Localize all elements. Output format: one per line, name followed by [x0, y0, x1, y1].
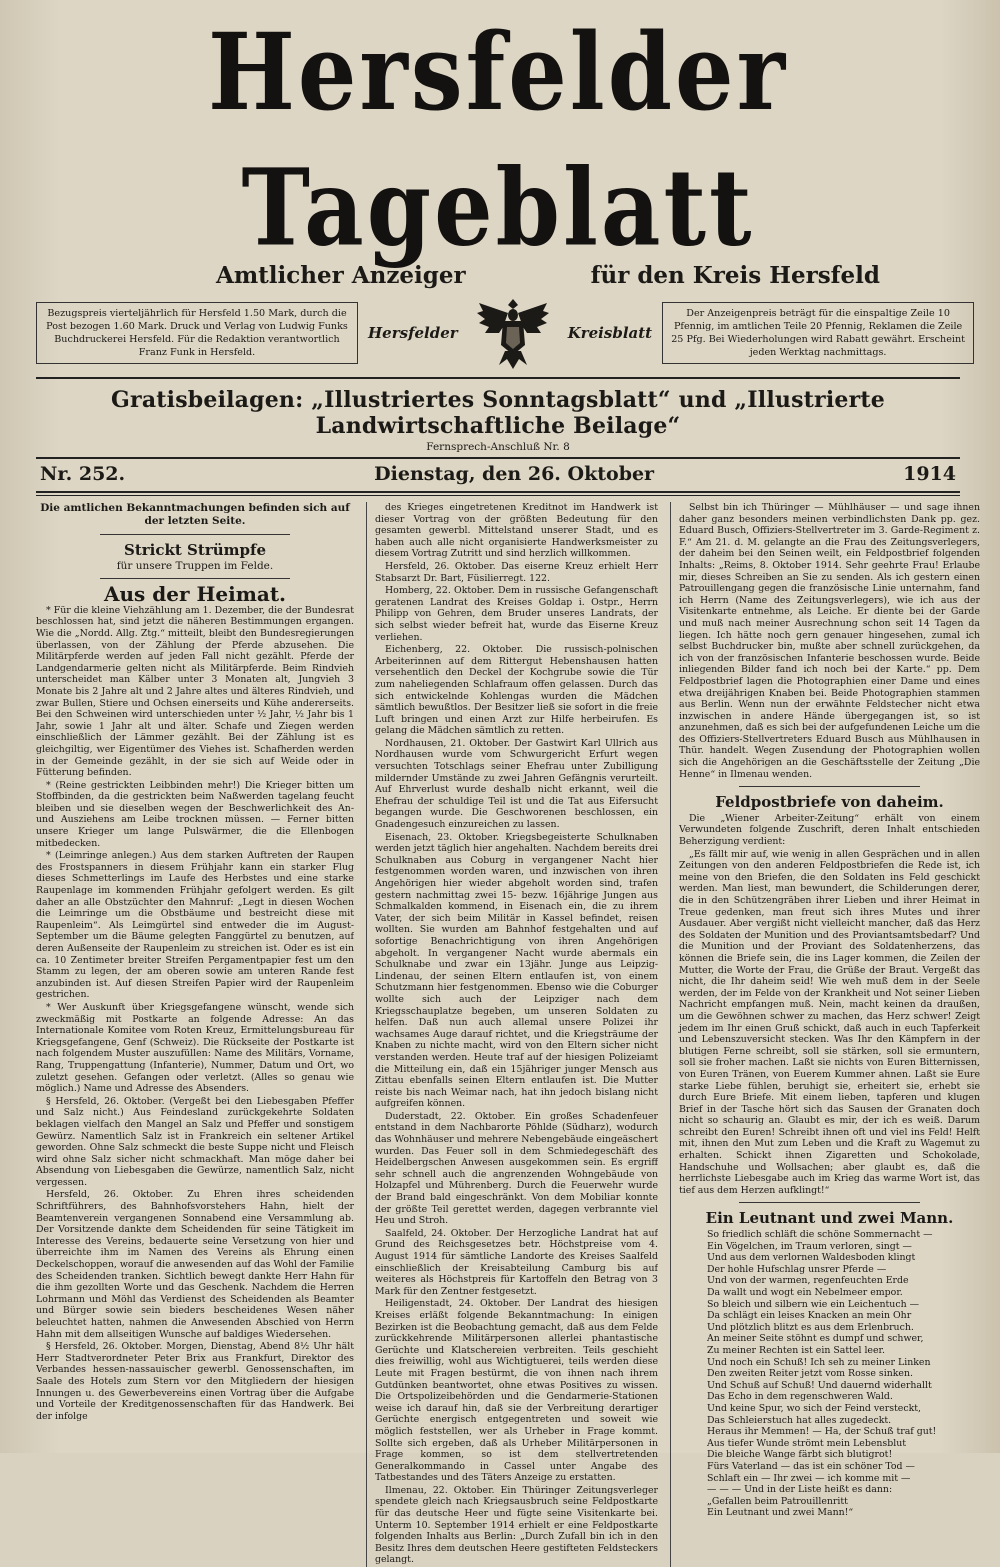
- poem-line: Das Echo in dem regenschweren Wald.: [707, 1391, 893, 1403]
- divider: [36, 377, 960, 379]
- poem-line: Und noch ein Schuß! Ich seh zu meiner Linken: [707, 1356, 931, 1368]
- article-paragraph: Heiligenstadt, 24. Oktober. Der Landrat des hiesigen Kreises erläßt folgende Bekanntmachung: In einigen Bezirken ist die Beobachtung gemacht, daß aus dem Felde zurückkehrende Militärpersonen allerlei phantastische Gerüchte und Klatschereien verbreiten. Teils geschieht dies freiwillig, wohl aus Wichtigtuerei, teils werden diese Leute mit Fragen bestürmt, die von ihnen nach ihrem Gutdünken beantwortet, ohne etwas Positives zu wissen. Die Ortspolizeibehörden und die Gendarmerie-Stationen weise ich darauf hin, daß sie der Verbreitung derartiger Gerüchte energisch entgegentreten und soweit wie möglich feststellen, wer als Urheber in Frage kommt. Sollte sich ergeben, daß als Urheber Militärpersonen in Frage kommen, so ist dem stellvertretenden Generalkommando in Cassel unter Angabe des Tatbestandes und des Täters Anzeige zu erstatten.: [375, 1298, 658, 1484]
- article-paragraph: „Es fällt mir auf, wie wenig in allen Gesprächen und in allen Zeitungen von den anderen Feldpostbriefen die Rede ist, ich meine von den Briefen, die den Soldaten ins Feld geschickt werden. Man liest, man bewundert, die Schilderungen derer, die in den Schützengräben ihrer Lieben und ihrer Heimat in Treue gedenken, man freut sich ihres Mutes und ihrer Ausdauer. Aber vergißt nicht vielleicht mancher, daß das Herz des Soldaten der Munition und des Proviantsamtsbedarf? Und die Munition und der Proviant des Soldatenherzens, das können die Briefe sein, die ins Lager kommen, die Zeilen der Mutter, die Worte der Frau, die Grüße der Braut. Vergeßt das nicht, die Ihr daheim seid! Wie weh muß dem in der Seele werden, der im Felde von der Krankheit und Not seiner Lieben Nachricht empfangen muß. Nein, macht keinen da draußen, um die Gewöhnen schwer zu machen, das Herz schwer! Zeigt jedem im Ihr einen Gruß schickt, daß auch in euch Tapferkeit und Lebenszuversicht stecken. Was Ihr den Kämpfern in der blutigen Ferne schreibt, soll sie stärken, soll sie ermuntern, soll sie froher machen. Laßt sie nichts von Euren Bitternissen, von Euren Tränen, von Euerem Kummer ahnen. Laßt sie Eure starke Liebe fühlen, beruhigt sie, erheitert sie, erhebt sie durch Eure Briefe. Mit einem lieben, tapferen und klugen Brief in der Tasche hört sich das Sausen der Granaten doch nicht so schaurig an. Glaubt es mir, der ich es weiß. Darum schreibt den Euren! Schreibt ihnen oft und viel ins Feld! Helft mit, ihnen den Mut zum Leben und die Kraft zu Wagemut zu erhalten. Schickt ihnen Zigaretten und Schokolade, Handschuhe und Wollsachen; aber glaubt es, daß die herrlichste Liebesgabe auch im Krieg das warme Wort ist, das tief aus dem Herzen aufklingt!“: [679, 848, 980, 1196]
- strickt-sub: für unsere Truppen im Felde.: [116, 559, 274, 572]
- poem-line: Und Schuß auf Schuß! Und dauernd widerhallt: [707, 1379, 932, 1391]
- poem-line: So friedlich schläft die schöne Sommernacht —: [707, 1229, 933, 1241]
- dateline: [36, 459, 960, 487]
- divider: [36, 495, 960, 496]
- poem-line: — — — Und in der Liste heißt es dann:: [707, 1484, 893, 1496]
- poem-line: Das Schleierstuch hat alles zugedeckt.: [707, 1414, 892, 1426]
- poem-heading: Ein Leutnant und zwei Mann.: [705, 1209, 954, 1228]
- poem-line: Und keine Spur, wo sich der Feind versteckt,: [707, 1402, 922, 1414]
- poem-line: „Gefallen beim Patrouillenritt: [707, 1495, 848, 1507]
- poem-line: Da schlägt ein leises Knacken an mein Ohr: [707, 1310, 912, 1322]
- column-2: [366, 502, 658, 1567]
- phone-line: Fernsprech-Anschluß Nr. 8: [426, 441, 570, 453]
- column-3: [670, 502, 980, 1567]
- article-columns: [36, 502, 980, 1567]
- advert-price-info: Der Anzeigenpreis beträgt für die einspaltige Zeile 10 Pfennig, im amtlichen Teile 20 Pfennig, Reklamen die Zeile 25 Pfg. Bei Wiederholungen wird Rabatt gewährt. Erscheint jeden Werktag nachmittags.: [662, 302, 974, 364]
- poem: [679, 1229, 980, 1519]
- notice-lead: Die amtlichen Bekanntmachungen befinden sich auf der letzten Seite.: [40, 502, 350, 527]
- article-paragraph: Hersfeld, 26. Oktober. Zu Ehren ihres scheidenden Schriftführers, des Bahnhofsvorstehers Hahn, hielt der Beamtenverein vergangenen Sonnabend eine Versammlung ab. Der Vorsitzende dankte dem Scheidenden für seine Tätigkeit im Interesse des Vereins, bedauerte seine Versetzung von hier und überreichte ihm im Namen des Vereins als Ehrung einen Deckelschoppen, worauf die anwesenden auf das Wohl der Familie des Scheidenden tranken. Sichtlich bewegt dankte Herr Hahn für die ihm gezollten Worte und das Geschenk. Nachdem die Herren Lohrmann und Möhl das Verdienst des Scheidenden als Beamter und Bürger sowie sein bieders bescheidenes Wesen näher beleuchtet hatten, nahmen die Anwesenden Abschied von Herrn Hahn mit dem allseitigen Wunsche auf baldiges Wiedersehen.: [36, 1189, 354, 1340]
- heimat-heading: Aus der Heimat.: [103, 582, 287, 607]
- divider: [36, 491, 960, 493]
- poem-line: So bleich und silbern wie ein Leichentuch —: [707, 1298, 919, 1310]
- subscription-info: Bezugspreis vierteljährlich für Hersfeld 1.50 Mark, durch die Post bezogen 1.60 Mark. Druck und Verlag von Ludwig Funks Buchdruckerei Hersfeld. Für die Redaktion verantwortlich Franz Funk in Hersfeld.: [36, 302, 358, 364]
- article-paragraph: Homberg, 22. Oktober. Dem in russische Gefangenschaft geratenen Landrat des Kreises Goldap i. Ostpr., Herrn Philipp von Gehren, dem Bruder unseres Landrats, der sich selbst wieder befreit hat, wurde das Eiserne Kreuz verliehen.: [375, 585, 658, 643]
- article-paragraph: * Wer Auskunft über Kriegsgefangene wünscht, wende sich zweckmäßig mit Postkarte an folgende Adresse: An das Internationale Komitee vom Roten Kreuz, Ermittelungsbureau für Kriegsgefangene, Genf (Schweiz). Die Rückseite der Postkarte ist nach folgendem Muster auszufüllen: Name des Militärs, Vorname, Rang, Truppengattung (Infanterie), Nummer, Datum und Ort, wo zuletzt gesehen. Gefangen oder verletzt. (Alles so genau wie möglich.) Name und Adresse des Absenders.: [36, 1001, 354, 1095]
- column-1: [36, 502, 354, 1567]
- feldpost-heading: Feldpostbriefe von daheim.: [715, 793, 944, 812]
- article-paragraph: des Krieges eingetretenen Kreditnot im Handwerk ist dieser Vortrag von der größten Bedeutung für den gesamten gewerbl. Mittelstand unserer Stadt, und es haben auch alle nicht organisierte Handwerksmeister zu diesem Vortrag Zutritt und sind herzlich willkommen.: [375, 502, 658, 560]
- separator: [100, 578, 291, 579]
- article-paragraph: Duderstadt, 22. Oktober. Ein großes Schadenfeuer entstand in dem Nachbarorte Pöhlde (Südharz), wodurch das Wohnhäuser und mehrere Nebengebäude eingeäschert wurden. Das Feuer soll in dem Schmiedegeschäft des Heidelbergschen Anwesen ausgekommen sein. Es ergriff sehr schnell auch die angrenzenden Wohngebäude von Holzapfel und Mührenberg. Durch die Feuerwehr wurde der Brand bald eingeschränkt. Von dem Mobiliar konnte der größte Teil gerettet werden, dagegen verbrannte viel Heu und Stroh.: [375, 1110, 658, 1227]
- article-paragraph: Eisenach, 23. Oktober. Kriegsbegeisterte Schulknaben werden jetzt täglich hier angehalten. Nachdem bereits drei Schulknaben aus Coburg in vergangener Nacht hier festgenommen worden waren, und inzwischen von ihren Angehörigen hier wieder abgeholt worden sind, trafen gestern nachmittag zwei 15- bezw. 16jährige Jungen aus Schmalkalden kommend, in Eisenach ein, die zu ihrem Vater, der sich beim Militär in Kassel befindet, reisen wollten. Sie wurden am Bahnhof festgehalten und auf sofortige Benachrichtigung von ihren Angehörigen abgeholt. In vergangener Nacht wurde abermals ein Schulknabe und zwar ein 13jähr. Junge aus Leipzig-Lindenau, der seinen Eltern entlaufen ist, von einem Schutzmann hier festgenommen. Ebenso wie die Coburger wollte sich auch der Leipziger nach dem Kriegsschauplatze begeben, um unseren Soldaten zu helfen. Daß nun auch allemal unsere Polizei ihr wachsames Auge darauf richtet, und die Kriegsträume der Knaben zu nichte macht, wird von den Eltern sicher nicht verstanden werden. Heute traf auf der hiesigen Polizeiamt die Mitteilung ein, daß ein 15jähriger junger Mensch aus Zittau ebenfalls seinen Eltern entlaufen ist. Die Mutter reiste bis nach Weimar nach, hat ihn jedoch bislang nicht aufgreifen können.: [375, 831, 658, 1110]
- article-paragraph: Hersfeld, 26. Oktober. Das eiserne Kreuz erhielt Herr Stabsarzt Dr. Bart, Füsilierregt. 122.: [375, 560, 658, 584]
- article-paragraph: § Hersfeld, 26. Oktober. (Vergeßt bei den Liebesgaben Pfeffer und Salz nicht.) Aus Feindesland zurückgekehrte Soldaten beklagen vielfach den Mangel an Salz und Pfeffer und sonstigem Gewürz. Namentlich Salz ist in Frankreich ein seltener Artikel geworden. Ohne Salz schmeckt die beste Suppe nicht und Fleisch wird ohne Salz sicher nicht schmackhaft. Man möge daher bei Absendung von Liebesgaben die Gewürze, namentlich Salz, nicht vergessen.: [36, 1095, 354, 1188]
- kreis-right: Kreisblatt: [567, 324, 653, 342]
- kreis-left: Hersfelder: [368, 324, 458, 342]
- masthead: [36, 10, 965, 496]
- article-paragraph: Nordhausen, 21. Oktober. Der Gastwirt Karl Ullrich aus Nordhausen wurde vom Schwurgericht Erfurt wegen versuchten Totschlags seiner Ehefrau unter Zubilligung mildernder Umstände zu zwei Jahren Gefängnis verurteilt. Auf Ehrverlust wurde deshalb nicht erkannt, weil die Ehefrau der schuldige Teil ist und die Tat aus Eifersucht begangen wurde. Die Geschworenen beschlossen, ein Gnadengesuch einzureichen zu lassen.: [375, 737, 658, 831]
- newspaper-title: Hersfelder Tageblatt: [207, 10, 789, 270]
- strickt-heading: Strickt Strümpfe: [124, 541, 266, 559]
- subtitle-right: für den Kreis Hersfeld: [590, 262, 880, 289]
- poem-line: Ein Vögelchen, im Traum verloren, singt —: [707, 1240, 912, 1252]
- poem-line: Der hohle Hufschlag unsrer Pferde —: [707, 1263, 887, 1275]
- poem-line: Und aus dem verlornen Waldesboden klingt: [707, 1252, 916, 1264]
- eagle-crest-icon: [472, 293, 554, 373]
- subtitle-left: Amtlicher Anzeiger: [216, 262, 466, 289]
- issue-date: Dienstag, den 26. Oktober: [374, 463, 655, 485]
- poem-line: Schlaft ein — Ihr zwei — ich komme mit —: [707, 1472, 911, 1484]
- poem-line: Und plötzlich blitzt es aus dem Erlenbruch.: [707, 1321, 914, 1333]
- poem-line: Und von der warmen, regenfeuchten Erde: [707, 1275, 909, 1287]
- poem-line: Aus tiefer Wunde strömt mein Lebensblut: [707, 1437, 907, 1449]
- article-paragraph: * Für die kleine Viehzählung am 1. Dezember, die der Bundesrat beschlossen hat, sind jetzt die näheren Bestimmungen ergangen. Wie die „Nordd. Allg. Ztg.“ mitteilt, bleibt den Bundesregierungen überlassen, von der Zählung der Pferde abzusehen. Die Militärpferde werden auf jeden Fall nicht gezählt. Pferde der Landgendarmerie gelten nicht als Militärpferde. Beim Rindvieh unterscheidet man Kälber unter 3 Monaten alt, Jungvieh 3 Monate bis 2 Jahre alt und 2 Jahre altes und älteres Rindvieh, und zwar Bullen, Stiere und Ochsen einerseits und Kühe andererseits. Bei den Schweinen wird unterschieden unter ½ Jahr, ½ Jahr bis 1 Jahr, sowie 1 Jahr alt und älter. Schafe und Ziegen werden einschließlich der Lämmer gezählt. Bei der Zählung ist es gleichgiltig, wer Eigentümer des Viehes ist. Schafherden werden in der Gemeinde gezählt, in der sie sich auf Weide oder in Fütterung befinden.: [36, 604, 354, 779]
- poem-line: Fürs Vaterland — das ist ein schöner Tod —: [707, 1460, 915, 1472]
- poem-line: Da wallt und wogt ein Nebelmeer empor.: [707, 1287, 903, 1298]
- kreisblatt-emblem: [368, 293, 652, 373]
- separator: [100, 534, 291, 535]
- poem-line: Heraus ihr Memmen! — Ha, der Schuß traf gut!: [707, 1426, 937, 1438]
- separator: [739, 1202, 920, 1203]
- article-paragraph: Ilmenau, 22. Oktober. Ein Thüringer Zeitungsverleger spendete gleich nach Kriegsausbruch seine Feldpostkarte für das deutsche Heer und fügte seine Visitenkarte bei. Unterm 10. September 1914 erhielt er eine Feldpostkarte folgenden Inhalts aus Berlin: „Durch Zufall bin ich in den Besitz Ihres dem deutschen Heere gestifteten Feldsteckers gelangt.: [375, 1484, 658, 1566]
- issue-number: Nr. 252.: [40, 463, 126, 485]
- article-paragraph: Die „Wiener Arbeiter-Zeitung“ erhält von einem Verwundeten folgende Zuschrift, deren Inhalt entschieden Beherzigung verdient:: [679, 812, 980, 848]
- poem-line: An meiner Seite stöhnt es dumpf und schwer,: [707, 1333, 924, 1345]
- poem-line: Den zweiten Reiter jetzt vom Rosse sinken.: [707, 1368, 913, 1380]
- separator: [739, 786, 920, 787]
- article-paragraph: * (Leimringe anlegen.) Aus dem starken Auftreten der Raupen des Frostspanners in diesem Frühjahr kann ein starker Flug dieses Schmetterlings im Laufe des Herbstes und eine starke Raupenlage im kommenden Frühjahr gefolgert werden. Es gilt daher an alle Obstzüchter den Mahnruf: „Legt in diesen Wochen die Leimringe um die Obstbäume und bestreicht diese mit Raupenleim“. Als Leimgürtel sind entweder die im August-September um die Bäume gelegten Fanggürtel zu benutzen, auf deren Außenseite der Raupenleim zu streichen ist. Oder es ist ein ca. 10 Zentimeter breiter Streifen Pergamentpapier fest um den Stamm zu legen, der am oberen sowie am unteren Rande fest anzubinden ist. Auf diesen Streifen Papier wird der Raupenleim gestrichen.: [36, 850, 354, 1001]
- article-paragraph: * (Reine gestrickten Leibbinden mehr!) Die Krieger bitten um Stoffbinden, da die gestrickten beim Naßwerden tagelang feucht bleiben und sie dieselben wegen der Beschwerlichkeit des An- und Ausziehens am Leibe trocknen müssen. — Ferner bitten unsere Krieger um lange Pulswärmer, die die Ellenbogen mitbedecken.: [36, 779, 354, 849]
- issue-year: 1914: [903, 463, 956, 485]
- supplements-line: Gratisbeilagen: „Illustriertes Sonntagsblatt“ und „Illustrierte Landwirtschaftliche Beilage“: [111, 387, 885, 439]
- article-paragraph: Saalfeld, 24. Oktober. Der Herzogliche Landrat hat auf Grund des Reichsgesetzes betr. Höchstpreise vom 4. August 1914 für sämtliche Landorte des Kreises Saalfeld einschließlich der Kreisabteilung Camburg bis auf weiteres als Höchstpreis für Kartoffeln den Betrag von 3 Mark für den Zentner festgesetzt.: [375, 1227, 658, 1297]
- info-row: [36, 293, 965, 373]
- poem-line: Die bleiche Wange färbt sich blutigrot!: [707, 1449, 893, 1461]
- article-paragraph: Selbst bin ich Thüringer — Mühlhäuser — und sage ihnen daher ganz besonders meinen verbindlichsten Dank pp. gez. Eduard Busch, Offiziers-Stellvertreter im 3. Garde-Regiment z. F.“ Am 21. d. M. gelangte an die Frau des Zeitungsverlegers, der daheim bei den Seinen weilt, ein Feldpostbrief folgenden Inhalts: „Reims, 8. Oktober 1914. Sehr geehrte Frau! Erlaube mir, dieses Schreiben an Sie zu senden. Als ich gestern einen Patrouillengang gegen die französische Linie unternahm, fand ich Herrn (Name des Zeitungsverlegers), wie ich aus der Visitenkarte entnehme, als Leiche. Er diente bei der Garde und muß nach meiner Ausrechnung schon seit 14 Tagen da liegen. Ich hätte noch gern genauer hingesehen, zumal ich selbst Buchdrucker bin, mußte aber schnell zurückgehen, da ich von der französischen Infanterie beschossen wurde. Beide inliegenden Bilder fand ich noch bei der Karte.“ pp. Dem Feldpostbrief lagen die Photographien einer Dame und eines etwa dreijährigen Knaben bei. Beide Photographien stammen aus Berlin. Wenn nun der erwähnte Feldstecher nicht etwa inzwischen in andere Hände übergegangen ist, so ist anzunehmen, daß es sich bei der aufgefundenen Leiche um die des Offiziers-Stellvertreters Eduard Busch aus Mühlhausen in Thür. handelt. Wegen Zusendung der Photographien wollen sich die Angehörigen an die Geschäftsstelle der Zeitung „Die Henne“ in Ilmenau wenden.: [679, 502, 980, 780]
- article-paragraph: § Hersfeld, 26. Oktober. Morgen, Dienstag, Abend 8½ Uhr hält Herr Stadtverordneter Peter Brix aus Frankfurt, Direktor des Verbandes hessen-nassauischer gewerbl. Genossenschaften, im Saale des Hotels zum Stern vor den Mitgliedern der hiesigen Innungen u. des Gewerbevereins einen Vortrag über die Aufgabe und Vorteile der Kreditgenossenschaften für das Handwerk. Bei der infolge: [36, 1341, 354, 1422]
- poem-line: Zu meiner Rechten ist ein Sattel leer.: [707, 1344, 885, 1356]
- article-paragraph: Eichenberg, 22. Oktober. Die russisch-polnischen Arbeiterinnen auf dem Rittergut Hebenshausen hatten versehentlich den Deckel der Kochgrube sowie die Tür zum naheliegenden Schlafraum offen gelassen. Durch das sich entwickelnde Kohlengas wurden die Mädchen sämtlich bewußtlos. Der Besitzer ließ sie sofort in die freie Luft bringen und einen Arzt zur Hilfe herbeirufen. Es gelang die Mädchen sämtlich zu retten.: [375, 644, 658, 737]
- poem-line: Ein Leutnant und zwei Mann!“: [707, 1507, 854, 1519]
